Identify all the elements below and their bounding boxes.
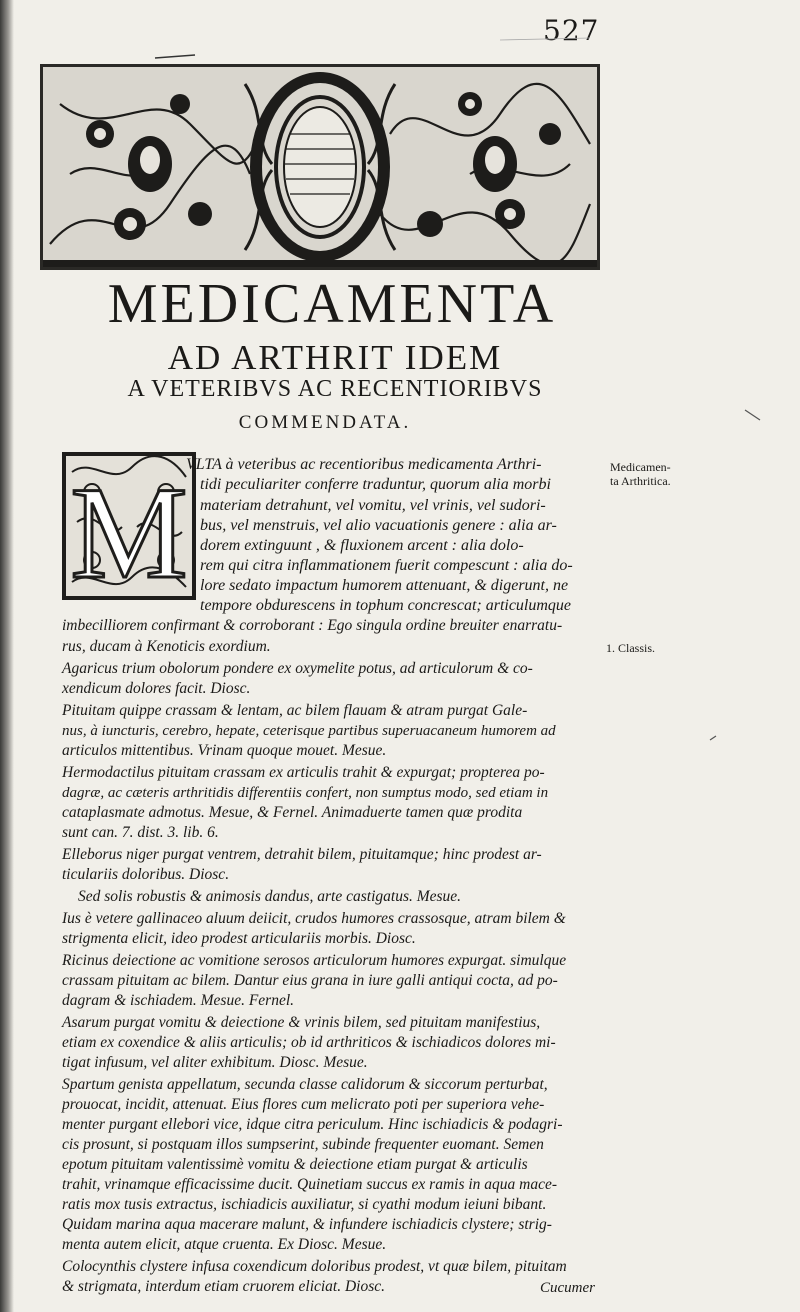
body-line: tigat infusum, vel aliter exhibitum. Diosc. Mesue.	[62, 1054, 368, 1071]
body-line: nus, à iuncturis, cerebro, hepate, ceterisque partibus superuacaneum humorem ad	[62, 723, 556, 739]
body-line: Spartum genista appellatum, secunda classe calidorum & siccorum perturbat,	[62, 1076, 548, 1093]
body-line: strigmenta elicit, ideo prodest articulariis morbis. Diosc.	[62, 930, 416, 947]
page-number: 527	[543, 14, 600, 47]
body-line: imbecilliorem confirmant & corroborant : Ego singula ordine breuiter enarratu-	[62, 617, 563, 634]
body-line: cataplasmate admotus. Mesue, & Fernel. Animaduerte tamen quæ prodita	[62, 804, 523, 821]
body-line: epotum pituitam valentissimè vomitu & deiectione etiam purgat & articulis	[62, 1156, 528, 1173]
body-line: prouocat, incidit, attenuat. Eius flores cum melicrato poti per superiora vehe-	[62, 1096, 545, 1113]
body-line: trahit, vrinamque efficacissime ducit. Quinetiam succus ex ramis in aqua mace-	[62, 1176, 558, 1193]
body-line: tidi peculiariter conferre traduntur, quorum alia morbi	[200, 476, 551, 493]
catchword: Cucumer	[540, 1280, 595, 1296]
body-line: lore sedato impactum humorem attenuant, & digerunt, ne	[200, 577, 569, 594]
title-subtitle-3: COMMENDATA.	[238, 412, 412, 433]
body-line: etiam ex coxendice & aliis articulis; ob id arthriticos & ischiadicos dolores mi-	[62, 1034, 556, 1051]
body-line: VLTA à veteribus ac recentioribus medicamenta Arthri-	[186, 456, 542, 473]
margin-note-line: Medicamen-	[610, 460, 671, 474]
body-line: Ius è vetere gallinaceo aluum deiicit, crudos humores crassosque, atram bilem &	[62, 910, 566, 927]
title-subtitle-2: A VETERIBVS AC RECENTIORIBVS	[127, 376, 543, 402]
body-line: dagræ, ac cæteris arthritidis differentiis confert, non sumptus modo, sed etiam in	[62, 785, 549, 801]
body-line: & strigmata, interdum etiam cruorem eliciat. Diosc.	[62, 1278, 386, 1295]
body-line: cis prosunt, si postquam illos sumpserint, subinde frequenter euomant. Semen	[62, 1136, 544, 1153]
body-line: Colocynthis clystere infusa coxendicum doloribus prodest, vt quæ bilem, pituitam	[62, 1258, 567, 1275]
title-main: MEDICAMENTA	[107, 273, 557, 335]
title-subtitle: AD ARTHRIT IDEM	[167, 338, 503, 377]
body-line: Pituitam quippe crassam & lentam, ac bilem flauam & atram purgat Gale-	[62, 702, 528, 719]
body-line: tempore obdurescens in tophum concrescat; articulumque	[200, 597, 572, 614]
body-line: rem qui citra inflammationem fuerit compescunt : alia do-	[200, 557, 573, 574]
body-line: ratis mox tusis extractus, ischiadicis auxiliatur, si cyathi modum ieiuni bibant.	[62, 1196, 547, 1213]
body-line: Ricinus deiectione ac vomitione serosos articulorum humores expurgat. simulque	[62, 952, 567, 969]
decorated-initial	[62, 452, 196, 600]
margin-note-line: ta Arthritica.	[610, 474, 671, 488]
body-line: menta autem elicit, atque cruenta. Ex Diosc. Mesue.	[62, 1236, 387, 1253]
woodcut-headpiece	[40, 64, 600, 270]
dropcap-letter: M	[70, 459, 188, 600]
body-line: Sed solis robustis & animosis dandus, arte castigatus. Mesue.	[78, 888, 462, 905]
body-line: Hermodactilus pituitam crassam ex articulis trahit & expurgat; propterea po-	[62, 764, 545, 781]
body-line: articulos mittentibus. Vrinam quoque mouet. Mesue.	[62, 742, 387, 759]
body-line: crassam pituitam ac bilem. Dantur eius grana in iure galli antiqui cocta, ad po-	[62, 972, 558, 989]
body-line: materiam detrahunt, vel vomitu, vel vrinis, vel sudori-	[200, 497, 546, 514]
body-line: Agaricus trium obolorum pondere ex oxymelite potus, ad articulorum & co-	[62, 660, 533, 677]
body-line: Quidam marina aqua macerare malunt, & infundere ischiadicis clystere; strig-	[62, 1216, 552, 1233]
body-line: ticulariis doloribus. Diosc.	[62, 866, 230, 883]
body-line: Elleborus niger purgat ventrem, detrahit bilem, pituitamque; hinc prodest ar-	[62, 846, 542, 863]
body-line: dorem extinguunt , & fluxionem arcent : alia dolo-	[200, 537, 524, 554]
body-line: rus, ducam à Kenoticis exordium.	[62, 638, 271, 655]
body-line: menter purgant ellebori vice, idque citra periculum. Hinc ischiadicis & podagri-	[62, 1116, 563, 1133]
body-line: bus, vel menstruis, vel alio vacuationis genere : alia ar-	[200, 517, 557, 534]
margin-note-class: 1. Classis.	[606, 641, 656, 655]
body-line: dagram & ischiadem. Mesue. Fernel.	[62, 992, 295, 1009]
body-line: xendicum dolores facit. Diosc.	[62, 680, 251, 697]
body-line: Asarum purgat vomitu & deiectione & vrinis bilem, sed pituitam manifestius,	[62, 1014, 541, 1031]
body-line: sunt can. 7. dist. 3. lib. 6.	[62, 824, 219, 841]
